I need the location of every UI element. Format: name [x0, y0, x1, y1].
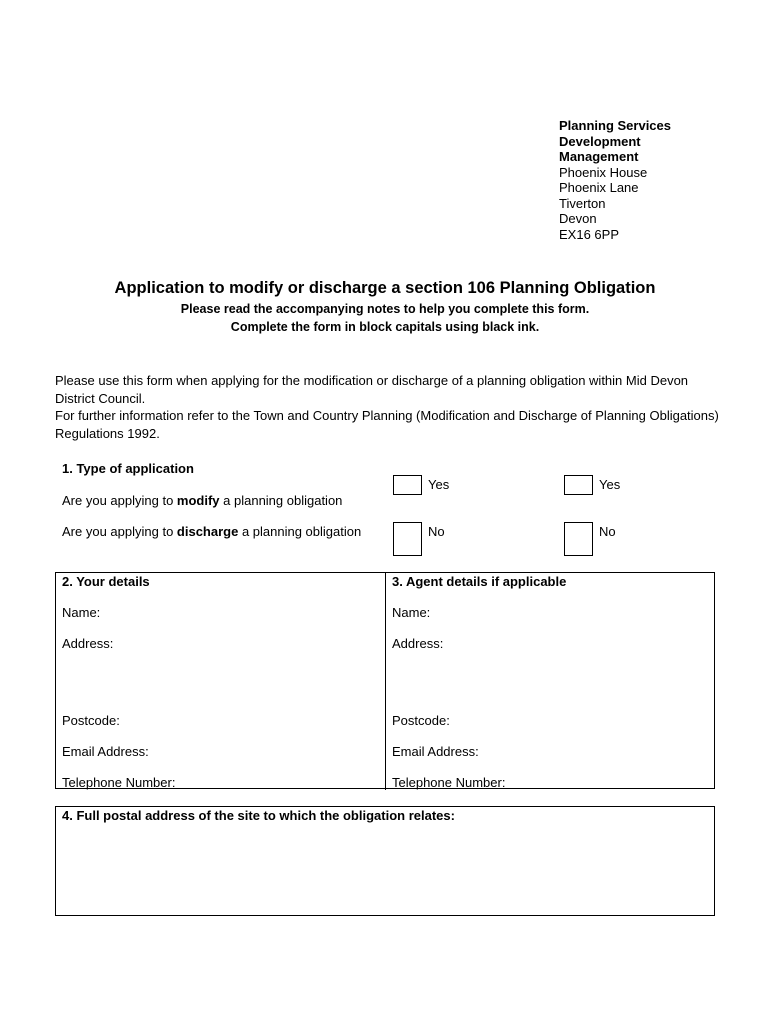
section-4-heading: 4. Full postal address of the site to which the obligation relates:: [62, 808, 455, 823]
intro-text: [55, 372, 725, 442]
modify-no-label: No: [428, 524, 445, 539]
intro-paragraph: For further information refer to the Town and Country Planning (Modification and Discharge of Planning Obligations) Regulations 1992.: [55, 408, 719, 441]
modify-yes-checkbox[interactable]: [393, 475, 422, 495]
discharge-yes-label: Yes: [599, 477, 621, 492]
address-line: Devon: [559, 211, 597, 226]
intro-paragraph: Please use this form when applying for the modification or discharge of a planning obligation within Mid Devon District Council.: [55, 373, 689, 406]
applicant-postcode-label[interactable]: Postcode:: [62, 713, 120, 728]
details-table: [55, 572, 715, 789]
applicant-phone-label[interactable]: Telephone Number:: [62, 775, 176, 790]
agent-phone-label[interactable]: Telephone Number:: [392, 775, 506, 790]
applicant-name-label[interactable]: Name:: [62, 605, 101, 620]
applicant-email-label[interactable]: Email Address:: [62, 744, 149, 759]
address-line: Phoenix House: [559, 164, 648, 180]
section-1-heading: 1. Type of application: [62, 461, 194, 476]
discharge-no-label: No: [599, 524, 616, 539]
site-address-box[interactable]: [55, 806, 715, 916]
agent-email-label[interactable]: Email Address:: [392, 744, 479, 759]
form-subtitle-notes: Please read the accompanying notes to help you complete this form.: [180, 302, 590, 316]
question-keyword: modify: [176, 493, 220, 508]
question-modify: [62, 493, 342, 509]
address-line: EX16 6PP: [559, 226, 619, 242]
address-line: Tiverton: [559, 195, 606, 211]
agent-address-label[interactable]: Address:: [392, 636, 444, 651]
question-text: a planning obligation: [238, 524, 362, 539]
agent-postcode-label[interactable]: Postcode:: [392, 713, 450, 728]
applicant-address-label[interactable]: Address:: [62, 636, 114, 651]
form-title: Application to modify or discharge a section 106 Planning Obligation: [114, 279, 656, 297]
column-divider: [385, 573, 386, 790]
discharge-no-checkbox[interactable]: [564, 522, 593, 556]
section-2-heading: 2. Your details: [62, 574, 150, 589]
question-text: a planning obligation: [219, 493, 343, 508]
discharge-yes-checkbox[interactable]: [564, 475, 593, 495]
address-line: Planning Services: [559, 118, 671, 133]
address-line: Development: [559, 133, 641, 149]
question-text: Are you applying to: [62, 493, 177, 508]
council-address: [559, 118, 671, 242]
question-discharge: [62, 524, 362, 540]
question-text: Are you applying to: [62, 524, 177, 539]
modify-no-checkbox[interactable]: [393, 522, 422, 556]
address-line: Phoenix Lane: [559, 180, 639, 195]
section-3-heading: 3. Agent details if applicable: [392, 574, 567, 589]
form-subtitle-capitals: Complete the form in block capitals using black ink.: [230, 320, 540, 334]
address-line: Management: [559, 149, 639, 164]
question-keyword: discharge: [176, 524, 239, 539]
modify-yes-label: Yes: [428, 477, 450, 492]
agent-name-label[interactable]: Name:: [392, 605, 431, 620]
